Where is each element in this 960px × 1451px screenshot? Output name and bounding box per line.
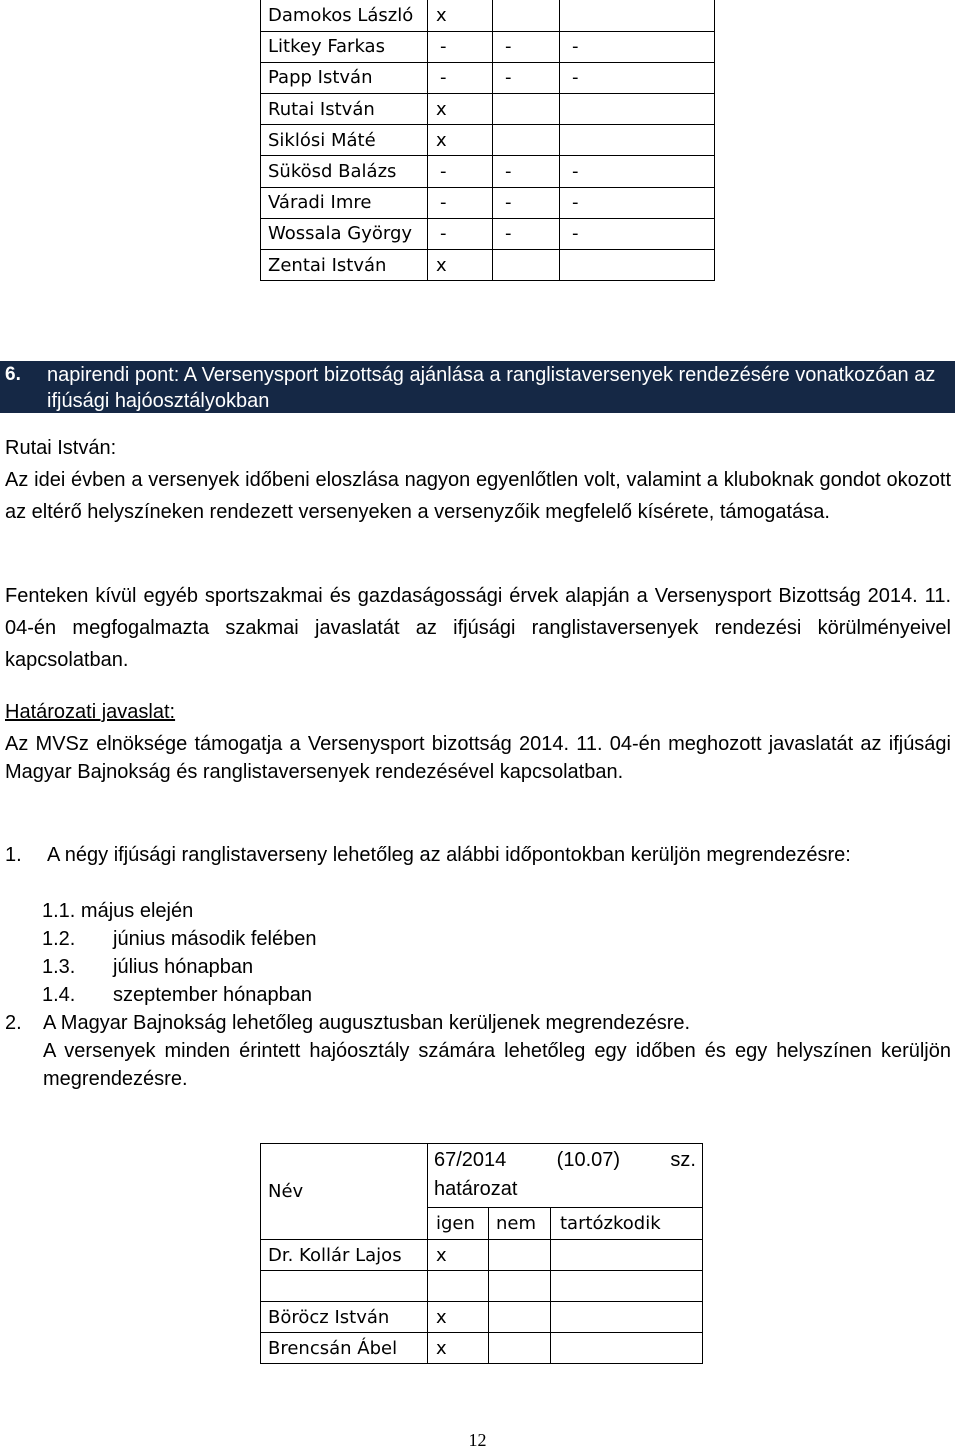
table-row xyxy=(261,156,715,187)
vote-tartozkodik: - xyxy=(560,218,715,249)
table-row xyxy=(261,125,715,156)
vote-igen: - xyxy=(428,31,493,62)
vote-nem xyxy=(493,0,560,31)
vote-tartozkodik xyxy=(560,250,715,281)
table-row xyxy=(261,0,715,31)
vote-table-top xyxy=(260,0,715,281)
sub-item-1-number: 1.1. xyxy=(42,900,76,922)
sub-item-3 xyxy=(42,953,316,981)
member-name: Siklósi Máté xyxy=(261,125,428,156)
vote-igen: x xyxy=(428,94,493,125)
resolution-number: 67/2014 xyxy=(434,1149,507,1171)
vote-nem xyxy=(489,1333,551,1364)
vote-nem: - xyxy=(493,31,560,62)
sub-item-1-text: május elején xyxy=(80,900,194,922)
member-name: Litkey Farkas xyxy=(261,31,428,62)
member-name: Papp István xyxy=(261,62,428,93)
column-header-tartozkodik: tartózkodik xyxy=(551,1208,703,1240)
sub-item-2 xyxy=(42,925,316,953)
sub-item-4-number: 1.4. xyxy=(42,984,76,1006)
vote-tartozkodik xyxy=(551,1271,703,1302)
vote-nem: - xyxy=(493,187,560,218)
member-name: Zentai István xyxy=(261,250,428,281)
vote-igen: - xyxy=(428,187,493,218)
vote-igen: x xyxy=(428,1240,489,1271)
vote-igen: x xyxy=(428,1333,489,1364)
member-name: Böröcz István xyxy=(261,1302,428,1333)
agenda-heading xyxy=(0,361,955,413)
sub-item-4-text: szeptember hónapban xyxy=(113,984,313,1006)
vote-tartozkodik: - xyxy=(560,62,715,93)
vote-igen: - xyxy=(428,62,493,93)
table-row xyxy=(261,1240,703,1271)
table-row xyxy=(261,62,715,93)
sub-item-2-number: 1.2. xyxy=(42,928,76,950)
vote-igen: - xyxy=(428,156,493,187)
member-name: Sükösd Balázs xyxy=(261,156,428,187)
vote-igen xyxy=(428,1271,489,1302)
table-row xyxy=(261,1271,703,1302)
vote-tartozkodik xyxy=(551,1333,703,1364)
member-name: Váradi Imre xyxy=(261,187,428,218)
vote-nem: - xyxy=(493,62,560,93)
column-header-igen: igen xyxy=(428,1208,489,1240)
vote-nem xyxy=(493,125,560,156)
proposal-text: Az MVSz elnöksége támogatja a Versenysport bizottság 2014. 11. 04-én meghozott javaslatát az ifjúsági Magyar Bajnokság és ranglistaversenyek rendezésével kapcsolatban. xyxy=(5,733,951,783)
paragraph-1: Az idei évben a versenyek időbeni eloszlása nagyon egyenlőtlen volt, valamint a kluboknak gondot okozott az eltérő helyszíneken rendezett versenyeken a versenyzőik megfelelő kísérete, támogatása. xyxy=(5,469,951,523)
vote-tartozkodik: - xyxy=(560,156,715,187)
vote-igen: x xyxy=(428,250,493,281)
list-item-2-text: A Magyar Bajnokság lehetőleg augusztusban kerüljenek megrendezésre. xyxy=(43,1012,691,1034)
speaker-name: Rutai István: xyxy=(5,437,117,459)
proposal-heading: Határozati javaslat: xyxy=(5,701,176,723)
member-name xyxy=(261,1271,428,1302)
vote-igen: - xyxy=(428,218,493,249)
resolution-date: (10.07) xyxy=(556,1149,621,1171)
vote-igen: x xyxy=(428,0,493,31)
list-item-1-number: 1. xyxy=(5,844,22,866)
list-item-2 xyxy=(5,1009,951,1093)
vote-tartozkodik xyxy=(560,94,715,125)
vote-nem xyxy=(489,1271,551,1302)
column-header-nem: nem xyxy=(489,1208,551,1240)
table-row xyxy=(261,94,715,125)
vote-tartozkodik xyxy=(560,0,715,31)
table-row xyxy=(261,31,715,62)
member-name: Rutai István xyxy=(261,94,428,125)
vote-nem: - xyxy=(493,218,560,249)
resolution-suffix: sz. xyxy=(670,1149,696,1171)
sub-item-1 xyxy=(42,897,316,925)
list-item-1-text: A négy ifjúsági ranglistaverseny lehetőleg az alábbi időpontokban kerüljön megrendezésre: xyxy=(47,844,851,866)
vote-table-bottom xyxy=(260,1143,703,1364)
table-row xyxy=(261,187,715,218)
table-row xyxy=(261,218,715,249)
member-name: Wossala György xyxy=(261,218,428,249)
sub-item-3-text: július hónapban xyxy=(113,956,254,978)
member-name: Brencsán Ábel xyxy=(261,1333,428,1364)
table-row xyxy=(261,1302,703,1333)
sub-item-4 xyxy=(42,981,316,1009)
table-row xyxy=(261,250,715,281)
sub-list xyxy=(42,897,316,1009)
vote-nem xyxy=(489,1302,551,1333)
sub-item-2-text: június második felében xyxy=(113,928,317,950)
name-column-header: Név xyxy=(261,1144,428,1240)
vote-igen: x xyxy=(428,1302,489,1333)
list-item-1 xyxy=(5,841,951,869)
vote-igen: x xyxy=(428,125,493,156)
vote-tartozkodik: - xyxy=(560,31,715,62)
vote-tartozkodik xyxy=(551,1240,703,1271)
vote-tartozkodik: - xyxy=(560,187,715,218)
page-number: 12 xyxy=(468,1430,487,1450)
agenda-number: 6. xyxy=(5,364,21,385)
vote-nem xyxy=(493,94,560,125)
agenda-title: napirendi pont: A Versenysport bizottság ajánlása a ranglistaversenyek rendezésére vonatkozóan az ifjúsági hajóosztályokban xyxy=(47,364,936,412)
vote-nem: - xyxy=(493,156,560,187)
resolution-header xyxy=(428,1144,703,1208)
member-name: Dr. Kollár Lajos xyxy=(261,1240,428,1271)
member-name: Damokos László xyxy=(261,0,428,31)
sub-item-3-number: 1.3. xyxy=(42,956,76,978)
vote-nem xyxy=(489,1240,551,1271)
list-item-2-continuation: A versenyek minden érintett hajóosztály számára lehetőleg egy időben és egy helyszínen kerüljön megrendezésre. xyxy=(43,1040,951,1090)
resolution-word: határozat xyxy=(434,1178,518,1200)
vote-nem xyxy=(493,250,560,281)
list-item-2-number: 2. xyxy=(5,1012,22,1034)
vote-tartozkodik xyxy=(551,1302,703,1333)
table-row xyxy=(261,1333,703,1364)
paragraph-2: Fenteken kívül egyéb sportszakmai és gazdaságossági érvek alapján a Versenysport Bizottság 2014. 11. 04-én megfogalmazta szakmai javaslatát az ifjúsági ranglistaversenyek rendezési körülményeivel kapcsolatban. xyxy=(5,585,951,671)
vote-tartozkodik xyxy=(560,125,715,156)
